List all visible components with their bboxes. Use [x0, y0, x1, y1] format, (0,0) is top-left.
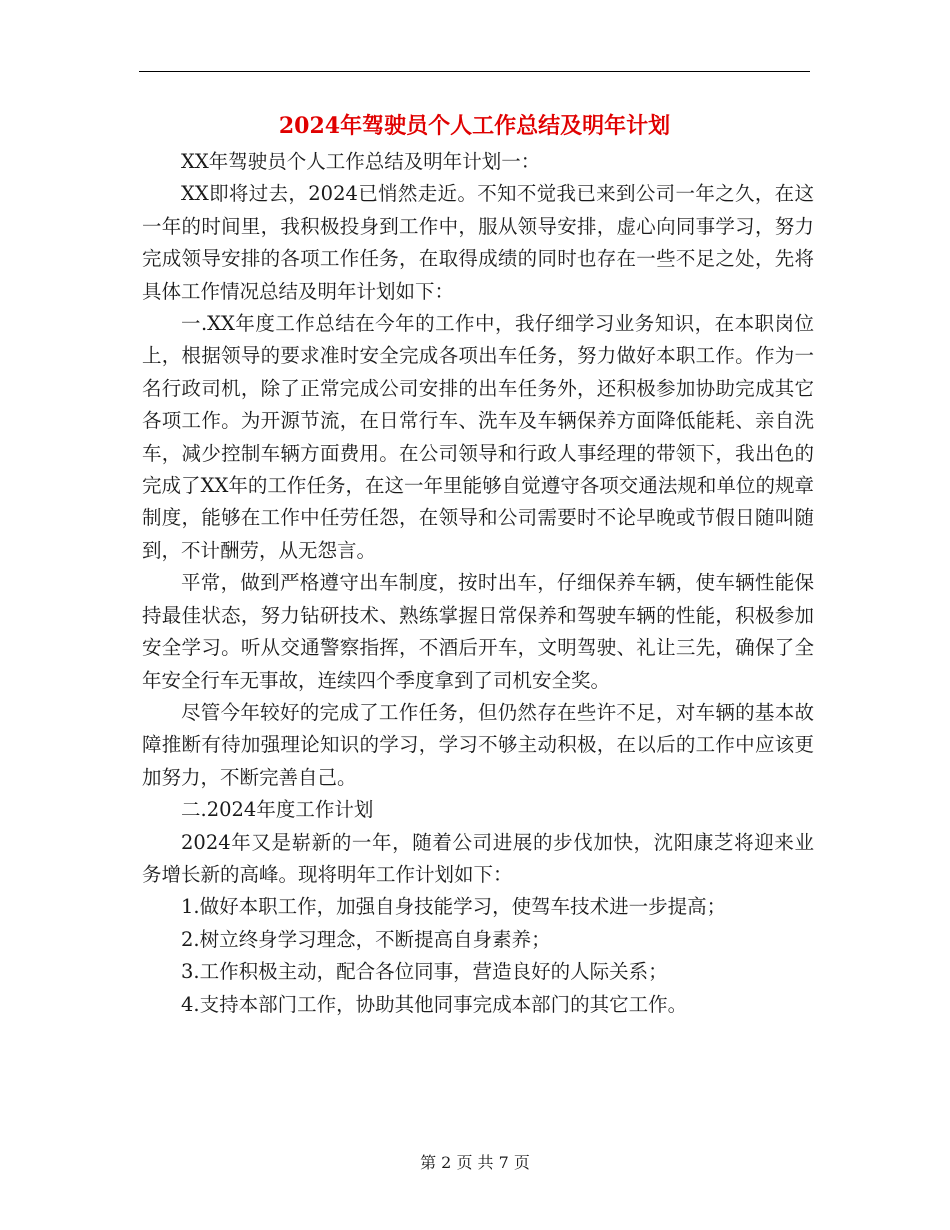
paragraph-shortcomings: 尽管今年较好的完成了工作任务，但仍然存在些许不足，对车辆的基本故障推断有待加强理论知识的学习，学习不够主动积极，在以后的工作中应该更加努力，不断完善自己。	[142, 700, 814, 789]
paragraph-plan-intro: 2024年又是崭新的一年，随着公司进展的步伐加快，沈阳康芝将迎来业务增长新的高峰。现将明年工作计划如下：	[142, 830, 814, 886]
plan-item-3: 3.工作积极主动，配合各位同事，营造良好的人际关系；	[181, 960, 668, 984]
plan-item-1: 1.做好本职工作，加强自身技能学习，使驾车技术进一步提高；	[181, 895, 727, 919]
plan-item-2: 2.树立终身学习理念，不断提高自身素养；	[181, 927, 551, 951]
paragraph-intro: XX年驾驶员个人工作总结及明年计划一：	[181, 150, 541, 173]
header-rule	[139, 71, 810, 72]
document-body	[142, 146, 814, 1021]
document-title: 2024年驾驶员个人工作总结及明年计划	[278, 113, 671, 139]
page-number: 第 2 页 共 7 页	[420, 1153, 530, 1172]
paragraph-summary: 一.XX年度工作总结在今年的工作中，我仔细学习业务知识，在本职岗位上，根据领导的要求准时安全完成各项出车任务，努力做好本职工作。作为一名行政司机，除了正常完成公司安排的出车任务外，还积极参加协助完成其它各项工作。为开源节流，在日常行车、洗车及车辆保养方面降低能耗、亲自洗车，减少控制车辆方面费用。在公司领导和行政人事经理的带领下，我出色的完成了XX年的工作任务，在这一年里能够自觉遵守各项交通法规和单位的规章制度，能够在工作中任劳任怨，在领导和公司需要时不论早晚或节假日随叫随到，不计酬劳，从无怨言。	[142, 312, 814, 562]
plan-item-4: 4.支持本部门工作，协助其他同事完成本部门的其它工作。	[181, 992, 688, 1016]
paragraph-daily-work: 平常，做到严格遵守出车制度，按时出车，仔细保养车辆，使车辆性能保持最佳状态，努力钻研技术、熟练掌握日常保养和驾驶车辆的性能，积极参加安全学习。听从交通警察指挥，不酒后开车，文明驾驶、礼让三先，确保了全年安全行车无事故，连续四个季度拿到了司机安全奖。	[142, 571, 814, 692]
section-heading-plan: 二.2024年度工作计划	[181, 798, 374, 822]
paragraph-opening: XX即将过去，2024已悄然走近。不知不觉我已来到公司一年之久，在这一年的时间里，我积极投身到工作中，服从领导安排，虚心向同事学习，努力完成领导安排的各项工作任务，在取得成绩的同时也存在一些不足之处，先将具体工作情况总结及明年计划如下：	[142, 182, 814, 303]
